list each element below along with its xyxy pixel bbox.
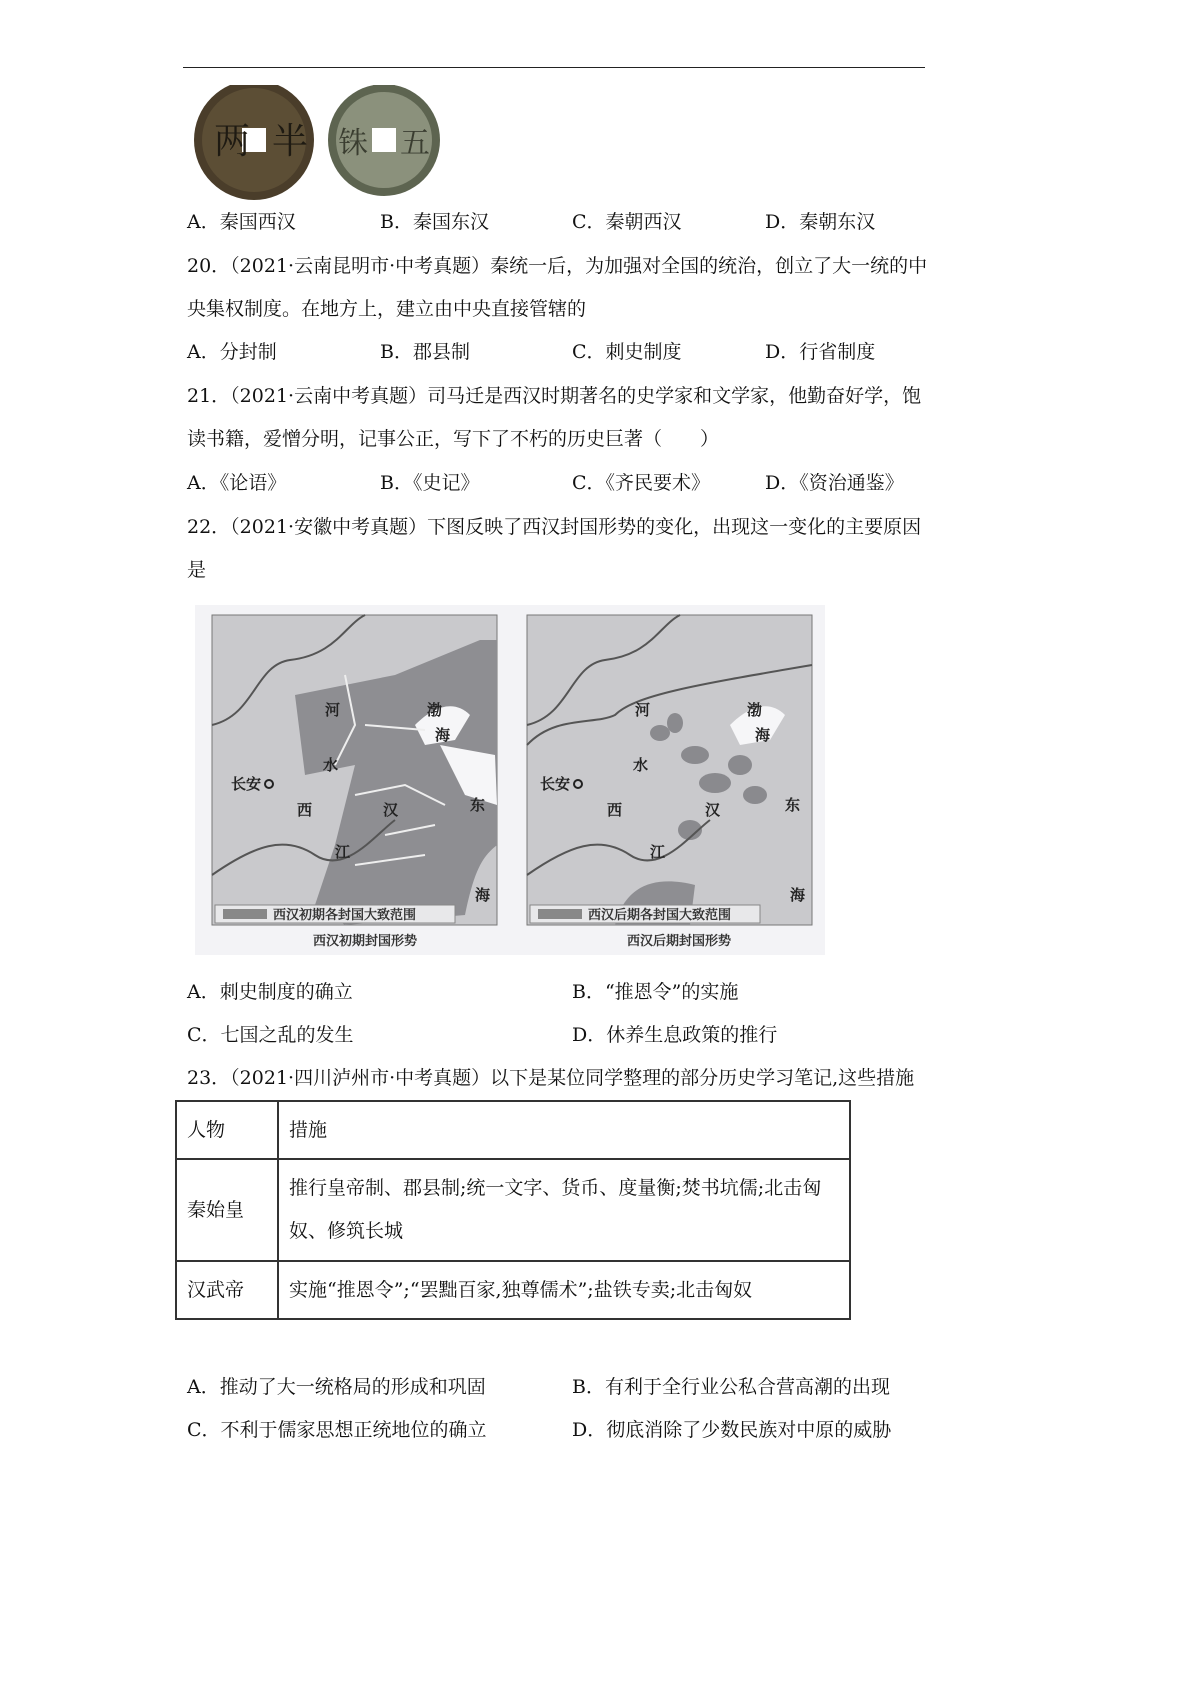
- option-a[interactable]: A．刺史制度的确立: [187, 981, 353, 1003]
- measures-cell: 实施“推恩令”;“罢黜百家,独尊儒术”;盐铁专卖;北击匈奴: [278, 1261, 850, 1319]
- person-cell: 汉武帝: [176, 1261, 278, 1319]
- map-label: 西: [607, 801, 623, 819]
- map-label: 江: [335, 843, 351, 861]
- map-label: 水: [633, 756, 649, 774]
- map-label: 汉: [705, 801, 721, 819]
- map-label: 海: [790, 886, 806, 904]
- table-header-row: [176, 1101, 850, 1159]
- map-legend: 西汉初期各封国大致范围: [273, 908, 417, 923]
- coin-char: 五: [400, 126, 430, 161]
- map-caption: 西汉后期封国形势: [627, 934, 732, 949]
- option-b[interactable]: B．秦国东汉: [380, 211, 489, 233]
- option-c[interactable]: C．《齐民要术》: [572, 472, 711, 494]
- map-label: 渤: [747, 701, 763, 719]
- map-label: 渤: [427, 701, 443, 719]
- person-cell: 秦始皇: [176, 1159, 278, 1261]
- option-a[interactable]: A．《论语》: [187, 472, 287, 494]
- option-c[interactable]: C．七国之乱的发生: [187, 1024, 354, 1046]
- header-person: 人物: [176, 1101, 278, 1159]
- map-label: 水: [323, 756, 339, 774]
- coin-char: 铢: [338, 126, 368, 161]
- question-text: 20．（2021·云南昆明市·中考真题）秦统一后，为加强对全国的统治，创立了大一统的中: [187, 255, 928, 277]
- question-text: 是: [187, 559, 207, 581]
- map-label: 海: [475, 886, 491, 904]
- early-han-map: [212, 615, 497, 949]
- map-label: 河: [325, 701, 341, 719]
- option-b[interactable]: B．有利于全行业公私合营高潮的出现: [572, 1376, 890, 1398]
- map-label: 长安: [231, 775, 262, 793]
- option-b[interactable]: B．“推恩令”的实施: [572, 981, 739, 1003]
- question-text: 22．（2021·安徽中考真题）下图反映了西汉封国形势的变化，出现这一变化的主要原因: [187, 516, 922, 538]
- question-text: 读书籍，爱憎分明，记事公正，写下了不朽的历史巨著（ ）: [187, 428, 720, 450]
- notes-table: [175, 1100, 851, 1320]
- measures-cell: [278, 1159, 850, 1261]
- map-label: 东: [470, 796, 486, 814]
- option-c[interactable]: C．刺史制度: [572, 341, 682, 363]
- option-d[interactable]: D．彻底消除了少数民族对中原的威胁: [572, 1419, 892, 1441]
- option-a[interactable]: A．分封制: [187, 341, 277, 363]
- map-label: 东: [785, 796, 801, 814]
- header-rule: [183, 67, 925, 68]
- option-b[interactable]: B．郡县制: [380, 341, 470, 363]
- map-label: 河: [635, 701, 651, 719]
- late-han-map: [527, 615, 812, 949]
- map-caption: 西汉初期封国形势: [313, 934, 418, 949]
- option-b[interactable]: B．《史记》: [380, 472, 480, 494]
- coin-char: 两: [214, 121, 251, 162]
- map-label: 汉: [383, 801, 399, 819]
- option-d[interactable]: D．休养生息政策的推行: [572, 1024, 778, 1046]
- option-a[interactable]: A．推动了大一统格局的形成和巩固: [187, 1376, 486, 1398]
- coin-char: 半: [272, 121, 309, 162]
- table-row: [176, 1159, 850, 1261]
- option-c[interactable]: C．秦朝西汉: [572, 211, 682, 233]
- han-fief-maps: [195, 605, 825, 955]
- banliang-coin: [194, 85, 314, 200]
- map-label: 长安: [540, 775, 571, 793]
- header-measures: 措施: [278, 1101, 850, 1159]
- option-c[interactable]: C．不利于儒家思想正统地位的确立: [187, 1419, 487, 1441]
- wuzhu-coin: [328, 85, 440, 196]
- question-text: 23．（2021·四川泸州市·中考真题）以下是某位同学整理的部分历史学习笔记,这些措施: [187, 1067, 915, 1089]
- coin-images: [192, 85, 452, 200]
- option-d[interactable]: D．秦朝东汉: [765, 211, 876, 233]
- measures-line: 推行皇帝制、郡县制;统一文字、货币、度量衡;焚书坑儒;北击匈: [289, 1177, 822, 1199]
- map-label: 西: [297, 801, 313, 819]
- map-label: 江: [650, 843, 666, 861]
- measures-line: 奴、修筑长城: [289, 1220, 404, 1242]
- map-legend: 西汉后期各封国大致范围: [588, 908, 732, 923]
- option-d[interactable]: D．《资治通鉴》: [765, 472, 904, 494]
- map-label: 海: [755, 726, 771, 744]
- question-text: 央集权制度。在地方上，建立由中央直接管辖的: [187, 298, 587, 320]
- option-d[interactable]: D．行省制度: [765, 341, 876, 363]
- option-a[interactable]: A．秦国西汉: [187, 211, 296, 233]
- table-row: [176, 1261, 850, 1319]
- map-label: 海: [435, 726, 451, 744]
- question-text: 21．（2021·云南中考真题）司马迁是西汉时期著名的史学家和文学家，他勤奋好学，饱: [187, 385, 922, 407]
